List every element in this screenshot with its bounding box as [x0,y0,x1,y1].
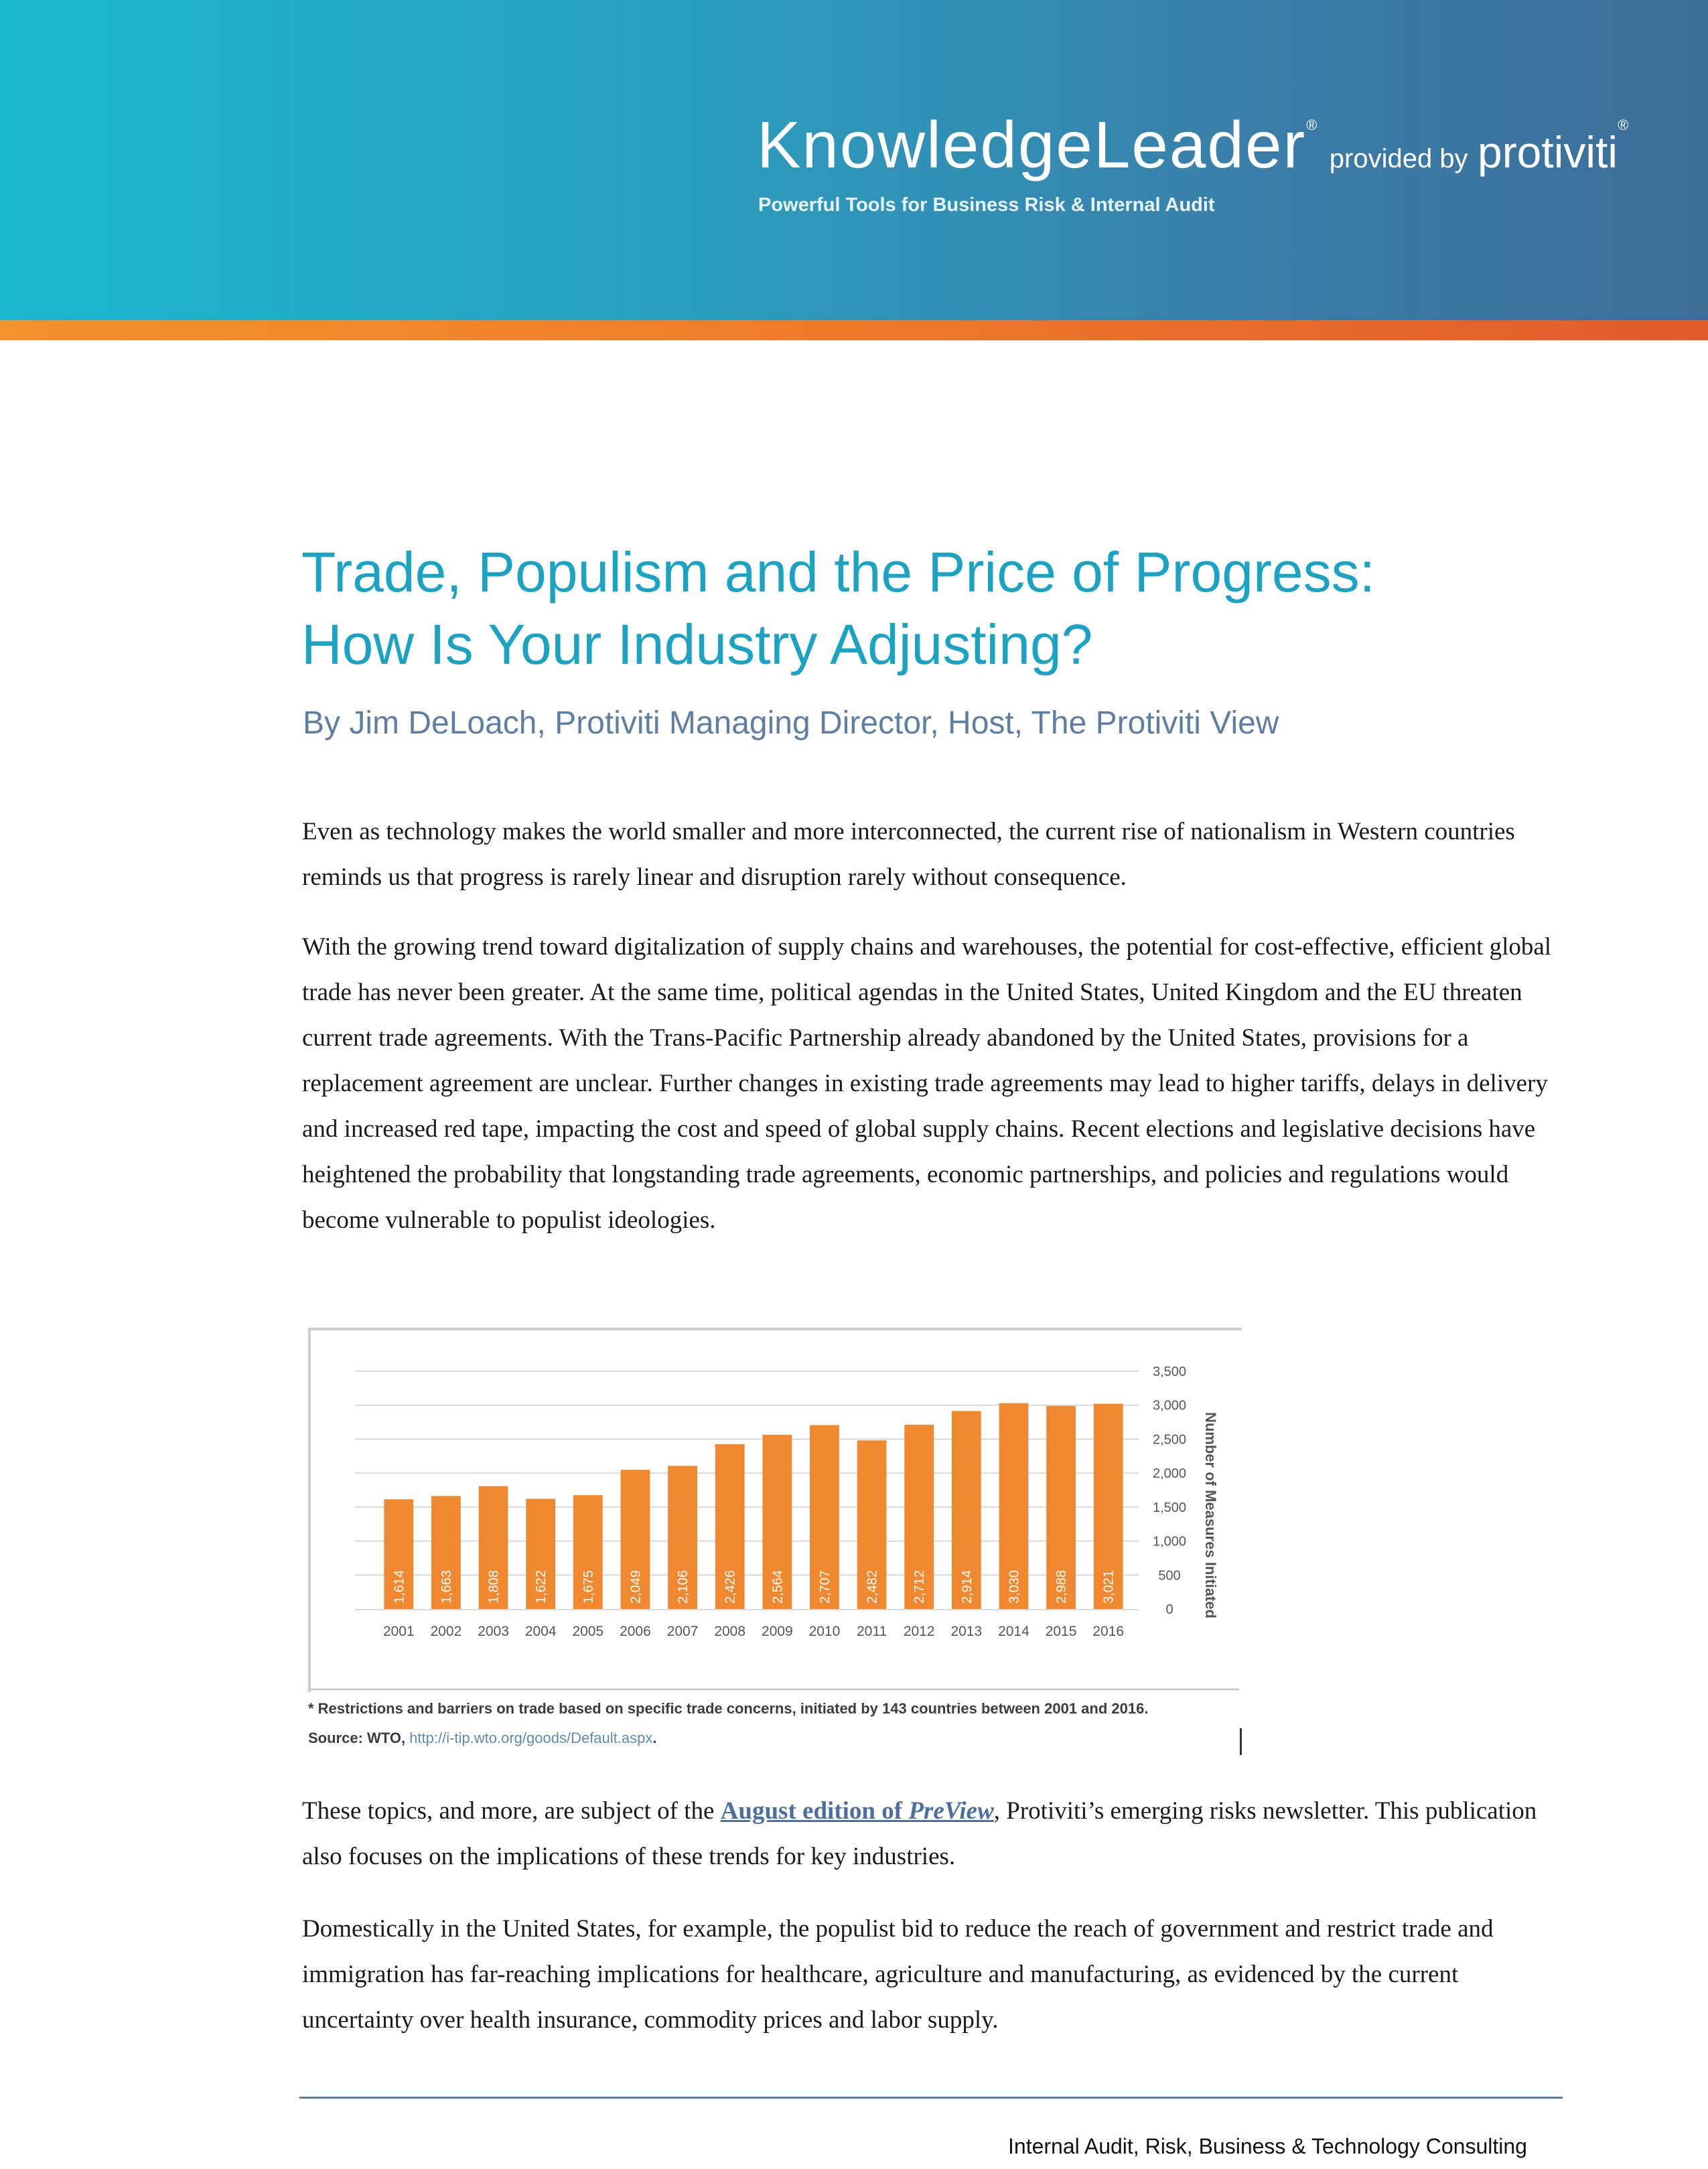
chart-x-tick-label: 2010 [808,1624,841,1639]
chart-x-tick-label: 2009 [761,1624,793,1639]
chart-footnote: * Restrictions and barriers on trade based on specific trade concerns, initiated by 143 countries between 2001 and 2016. [308,1700,1149,1717]
paragraph-2: With the growing trend toward digitalization of supply chains and warehouses, the potential for cost-effective, efficient global trade has never been greater. At the same time, political agendas in the United States, United Kingdom and the EU threaten current trade agreements. With the Trans-Pacific Partnership already abandoned by the United States, provisions for a replacement agreement are unclear. Further changes in existing trade agreements may lead to higher tariffs, delays in delivery and increased red tape, impacting the cost and speed of global supply chains. Recent elections and legislative decisions have heightened the probability that longstanding trade agreements, economic partnerships, and policies and regulations would become vulnerable to populist ideologies. [302,933,1552,1234]
paragraph-1: Even as technology makes the world smaller and more interconnected, the current rise of nationalism in Western countries reminds us that progress is rarely linear and disruption rarely without consequence. [302,818,1515,891]
chart-x-tick-label: 2014 [998,1624,1029,1639]
brand-tagline: Powerful Tools for Business Risk & Internal Audit [758,194,1215,216]
footer-text: Internal Audit, Risk, Business & Technology Consulting [1008,2134,1527,2158]
preview-link-italic: PreView [908,1797,994,1825]
company-registered-mark: ® [1618,117,1629,133]
chart-y-tick-label: 2,000 [1152,1466,1187,1482]
chart-x-tick-label: 2005 [572,1624,604,1639]
chart-data-label: 2,712 [912,1569,928,1604]
paragraph-3 [302,1789,1568,1880]
chart-data-label: 2,914 [959,1569,975,1604]
chart-data-label: 2,106 [676,1569,691,1604]
chart-source-end: . [652,1730,657,1746]
chart-data-label: 2,426 [723,1569,738,1604]
chart-data-label: 2,988 [1054,1569,1070,1604]
brand-name: KnowledgeLeader [757,108,1307,182]
article-title-line-2: How Is Your Industry Adjusting? [301,613,1093,676]
paragraph-3-after: , Protiviti’s emerging risks newsletter. This publication also focuses on the implications of these trends for key industries. [302,1797,1537,1870]
header-accent-bar [0,320,1708,340]
paragraph-3-before: These topics, and more, are subject of the [302,1797,721,1825]
article-byline: By Jim DeLoach, Protiviti Managing Director, Host, The Protiviti View [303,705,1279,741]
chart-y-axis-label: Number of Measures Initiated [1202,1411,1219,1619]
chart-x-tick-label: 2001 [382,1624,415,1639]
chart-y-tick-label: 1,000 [1152,1534,1187,1549]
chart-x-tick-label: 2015 [1045,1624,1077,1639]
chart-source-label: Source: WTO, [308,1730,410,1746]
brand-company: protiviti [1478,127,1618,177]
chart-data-label: 1,808 [486,1569,502,1604]
chart-x-tick-label: 2006 [620,1624,651,1639]
chart-x-tick-label: 2008 [714,1624,746,1639]
chart-data-label: 2,564 [770,1569,786,1604]
chart-data-label: 1,622 [534,1569,549,1604]
preview-link-text: August edition of [720,1797,909,1825]
chart-x-tick-label: 2016 [1092,1624,1125,1639]
chart-source [308,1730,657,1747]
chart-x-tick-label: 2007 [666,1624,699,1639]
chart-x-tick-label: 2002 [430,1624,462,1639]
brand-logo [757,107,1628,183]
chart-y-tick-label: 2,500 [1152,1432,1187,1448]
chart-data-label: 3,030 [1007,1569,1022,1604]
chart-x-tick-label: 2003 [478,1624,509,1639]
brand-registered-mark: ® [1306,117,1318,133]
chart-y-tick-label: 1,500 [1152,1500,1187,1515]
chart-y-tick-label: 0 [1165,1602,1173,1617]
chart-x-tick-label: 2012 [903,1624,935,1639]
trade-measures-bar-chart [308,1328,1246,1756]
paragraph-4: Domestically in the United States, for example, the populist bid to reduce the reach of government and restrict trade and immigration has far-reaching implications for healthcare, agriculture and manufacturing, as evidenced by the current uncertainty over health insurance, commodity prices and labor supply. [302,1915,1494,2034]
chart-x-tick-label: 2011 [856,1624,887,1639]
chart-data-label: 2,049 [628,1569,644,1604]
chart-data-label: 1,675 [581,1569,596,1604]
footer-divider [299,2097,1563,2099]
chart-y-tick-label: 3,500 [1152,1365,1187,1379]
chart-data-label: 3,021 [1101,1569,1117,1604]
chart-source-url[interactable]: http://i-tip.wto.org/goods/Default.aspx [409,1730,653,1746]
article-title-line-1: Trade, Populism and the Price of Progress: [301,541,1375,604]
chart-data-label: 1,614 [392,1569,407,1604]
chart-y-tick-label: 500 [1158,1568,1181,1584]
brand-provided-by: provided by [1329,144,1468,173]
chart-y-tick-label: 3,000 [1152,1398,1187,1413]
chart-x-tick-label: 2013 [950,1624,983,1639]
chart-data-label: 1,663 [439,1569,454,1604]
preview-newsletter-link[interactable] [721,1797,994,1825]
article-title [301,536,1574,681]
chart-data-label: 2,482 [865,1569,880,1604]
text-cursor [1240,1728,1242,1755]
chart-x-tick-label: 2004 [524,1624,557,1639]
chart-data-label: 2,707 [817,1569,833,1604]
